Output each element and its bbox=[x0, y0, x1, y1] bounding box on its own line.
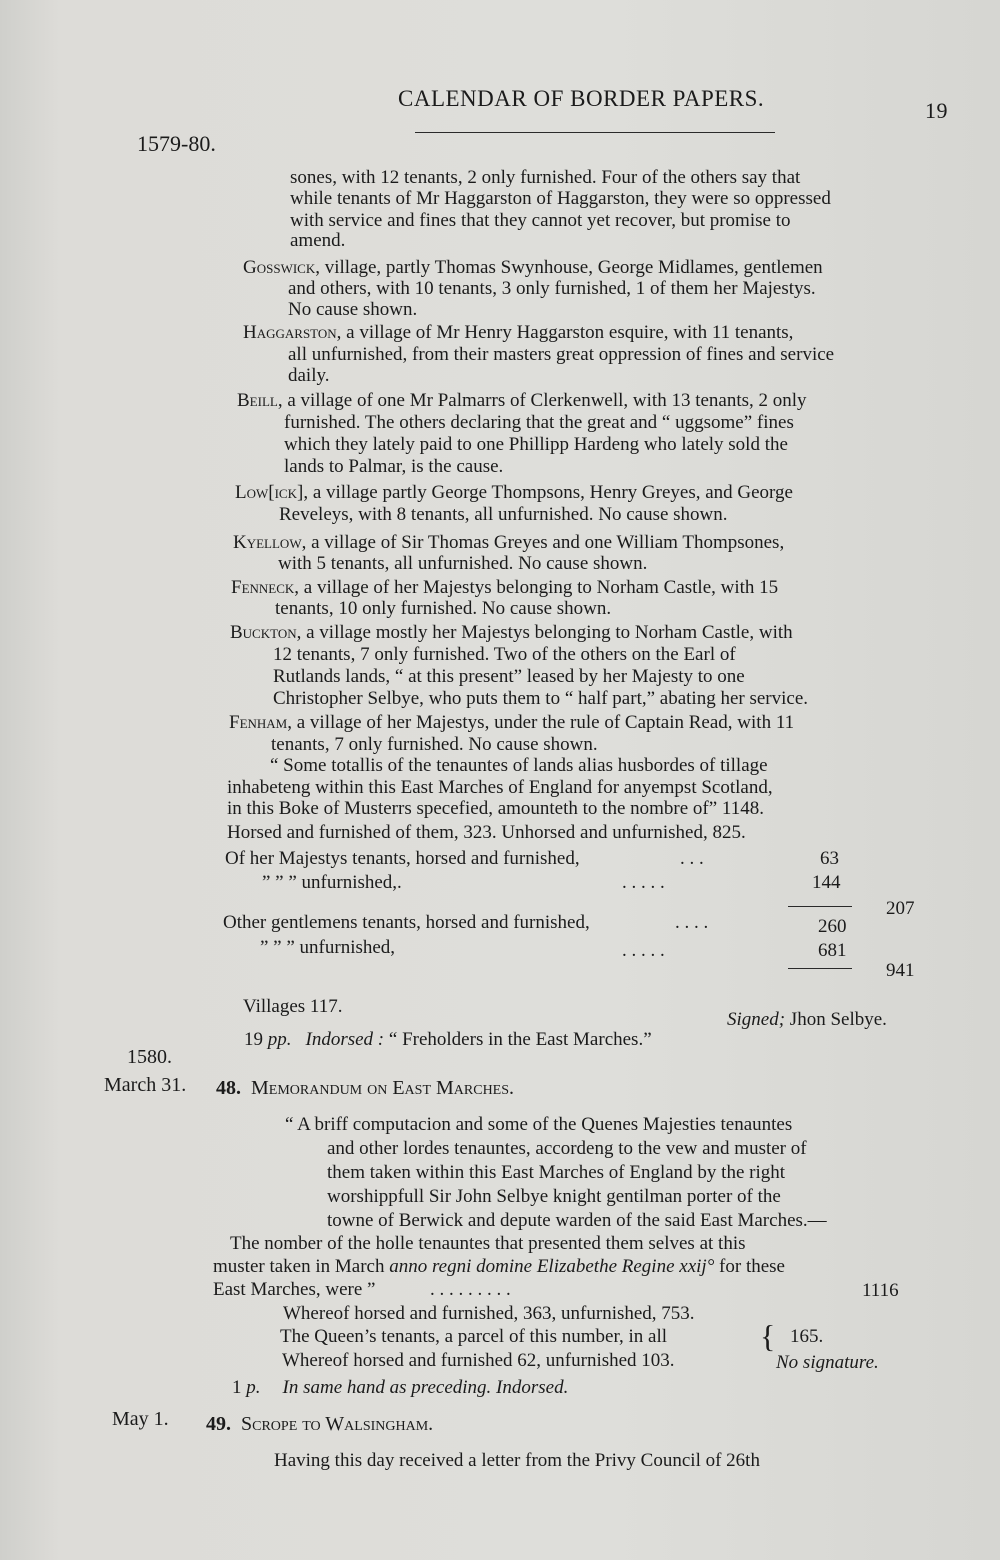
tally-total: 941 bbox=[886, 960, 915, 981]
total-value: 165. bbox=[790, 1326, 824, 1347]
signature bbox=[727, 1009, 887, 1030]
entry-title: Scrope to Walsingham. bbox=[241, 1413, 434, 1435]
entry-number bbox=[216, 1078, 514, 1099]
text-line: , a village of her Majestys belonging to Norham Castle, with 15 bbox=[294, 577, 779, 598]
village-entry-kyellow bbox=[233, 532, 784, 553]
tally-label: Other gentlemens tenants, horsed and furnished, bbox=[223, 912, 590, 933]
text-line: lands to Palmar, is the cause. bbox=[284, 456, 504, 477]
tally-value: 681 bbox=[818, 940, 847, 961]
tally-total: 207 bbox=[886, 898, 915, 919]
signed-label: Signed; bbox=[727, 1009, 786, 1030]
text-line: with 5 tenants, all unfurnished. No cause shown. bbox=[278, 553, 648, 574]
tally-rule bbox=[788, 968, 852, 969]
text-line: daily. bbox=[288, 365, 330, 386]
text-line: inhabeteng within this East Marches of England for anyempst Scotland, bbox=[227, 777, 773, 798]
indorsed-label: Indorsed : bbox=[305, 1029, 385, 1050]
text-line: Rutlands lands, “ at this present” leased by her Majesty to one bbox=[273, 666, 745, 687]
indorsement bbox=[244, 1029, 652, 1050]
header-rule bbox=[415, 132, 775, 133]
page-unit: p. bbox=[241, 1377, 261, 1398]
entry-number bbox=[206, 1414, 433, 1435]
tally-label: ” ” ” unfurnished, bbox=[260, 937, 396, 958]
tally-value: 260 bbox=[818, 916, 847, 937]
tally-dots: . . . . . bbox=[622, 872, 665, 893]
running-title: CALENDAR OF BORDER PAPERS. bbox=[398, 86, 765, 111]
leader-dots: . . . . . . . . . bbox=[430, 1279, 511, 1300]
page-unit: pp. bbox=[263, 1029, 292, 1050]
text-line: The Queen’s tenants, a parcel of this number, in all bbox=[280, 1326, 668, 1347]
text-line bbox=[213, 1256, 785, 1277]
text-line: worshippfull Sir John Selbye knight gentilman porter of the bbox=[327, 1186, 781, 1207]
tally-value: 63 bbox=[820, 848, 839, 869]
village-name: Kyellow bbox=[233, 532, 302, 553]
page-count: 1 bbox=[232, 1377, 242, 1398]
village-entry-fenham bbox=[229, 712, 794, 733]
text-line: them taken within this East Marches of England by the right bbox=[327, 1162, 786, 1183]
village-name: Gosswick bbox=[243, 257, 316, 278]
text-line: , a village of one Mr Palmarrs of Clerkenwell, with 13 tenants, 2 only bbox=[277, 390, 807, 411]
text-line: which they lately paid to one Phillipp Hardeng who lately sold the bbox=[284, 434, 788, 455]
text-line: tenants, 10 only furnished. No cause shown. bbox=[275, 598, 612, 619]
villages-count: Villages 117. bbox=[243, 996, 343, 1017]
margin-year: 1580. bbox=[127, 1046, 172, 1068]
text-line: and others, with 10 tenants, 3 only furnished, 1 of them her Majestys. bbox=[288, 278, 816, 299]
indorsed-text: In same hand as preceding. Indorsed. bbox=[282, 1377, 569, 1398]
text-line: , a village partly George Thompsons, Henry Greyes, and George bbox=[303, 482, 793, 503]
village-entry-fenneck bbox=[231, 577, 778, 598]
brace: { bbox=[760, 1318, 776, 1354]
entry-title: Memorandum on East Marches. bbox=[251, 1077, 515, 1099]
village-name: Beill bbox=[237, 390, 278, 411]
text-line: Christopher Selbye, who puts them to “ half part,” abating her service. bbox=[273, 688, 809, 709]
text-line: tenants, 7 only furnished. No cause shown. bbox=[271, 734, 598, 755]
village-name: Fenham bbox=[229, 712, 288, 733]
village-entry-lowick bbox=[235, 482, 793, 503]
text-line: , a village of Sir Thomas Greyes and one William Thompsones, bbox=[301, 532, 785, 553]
tally-label: Of her Majestys tenants, horsed and furnished, bbox=[225, 848, 580, 869]
text-line: while tenants of Mr Haggarston of Haggarston, they were so oppressed bbox=[290, 188, 831, 209]
entry-date: May 1. bbox=[112, 1408, 169, 1430]
village-name: Low[ick] bbox=[235, 482, 304, 503]
text-line: , village, partly Thomas Swynhouse, George Midlames, gentlemen bbox=[315, 257, 823, 278]
text-line: sones, with 12 tenants, 2 only furnished. Four of the others say that bbox=[290, 167, 801, 188]
page-number: 19 bbox=[925, 98, 948, 123]
village-entry-gosswick bbox=[243, 257, 823, 278]
tally-dots: . . . . bbox=[675, 912, 709, 933]
village-entry-haggarston bbox=[243, 322, 793, 343]
village-entry-beill bbox=[237, 390, 807, 411]
text-line: Reveleys, with 8 tenants, all unfurnished. No cause shown. bbox=[279, 504, 728, 525]
text-line: with service and fines that they cannot yet recover, but promise to bbox=[290, 210, 791, 231]
text-line: 12 tenants, 7 only furnished. Two of the others on the Earl of bbox=[273, 644, 736, 665]
village-name: Fenneck bbox=[231, 577, 295, 598]
text-line: “ A briff computacion and some of the Quenes Majesties tenauntes bbox=[285, 1114, 793, 1135]
entry-date: March 31. bbox=[104, 1074, 187, 1096]
tally-label: ” ” ” unfurnished,. bbox=[262, 872, 402, 893]
tally-rule bbox=[788, 906, 852, 907]
text-span: muster taken in March bbox=[213, 1256, 385, 1277]
text-line: No cause shown. bbox=[288, 299, 418, 320]
text-line: towne of Berwick and depute warden of the said East Marches.— bbox=[327, 1210, 827, 1231]
text-line: , a village mostly her Majestys belonging to Norham Castle, with bbox=[296, 622, 793, 643]
entry-number-value: 48. bbox=[216, 1077, 241, 1099]
text-line: furnished. The others declaring that the great and “ uggsome” fines bbox=[284, 412, 794, 433]
tally-dots: . . . . . bbox=[622, 940, 665, 961]
signed-name: Jhon Selbye. bbox=[785, 1009, 887, 1030]
text-line: Having this day received a letter from the Privy Council of 26th bbox=[274, 1450, 760, 1471]
text-line: and other lordes tenauntes, accordeng to the vew and muster of bbox=[327, 1138, 807, 1159]
text-line: Whereof horsed and furnished, 363, unfurnished, 753. bbox=[283, 1303, 695, 1324]
text-span-italic: anno regni domine Elizabethe Regine xxij° bbox=[389, 1256, 715, 1277]
text-line: amend. bbox=[290, 230, 346, 251]
text-span: for these bbox=[714, 1256, 785, 1277]
text-line: East Marches, were ” bbox=[213, 1279, 376, 1300]
total-value: 1116 bbox=[862, 1280, 899, 1301]
tally-dots: . . . bbox=[680, 848, 704, 869]
indorsed-text: “ Freholders in the East Marches.” bbox=[384, 1029, 652, 1050]
tally-value: 144 bbox=[812, 872, 841, 893]
village-entry-buckton bbox=[230, 622, 793, 643]
text-line: all unfurnished, from their masters great oppression of fines and service bbox=[288, 344, 835, 365]
text-line: , a village of Mr Henry Haggarston esquire, with 11 tenants, bbox=[336, 322, 794, 343]
village-name: Buckton bbox=[230, 622, 297, 643]
page-count: 19 bbox=[244, 1029, 263, 1050]
no-signature: No signature. bbox=[776, 1352, 879, 1373]
entry-number-value: 49. bbox=[206, 1413, 231, 1435]
text-line: Horsed and furnished of them, 323. Unhorsed and unfurnished, 825. bbox=[227, 822, 746, 843]
village-name: Haggarston bbox=[243, 322, 337, 343]
text-line: The nomber of the holle tenauntes that presented them selves at this bbox=[230, 1233, 746, 1254]
text-line: Whereof horsed and furnished 62, unfurnished 103. bbox=[282, 1350, 675, 1371]
indorsement bbox=[232, 1377, 568, 1398]
margin-year: 1579-80. bbox=[137, 131, 216, 156]
text-line: “ Some totallis of the tenauntes of lands alias husbordes of tillage bbox=[270, 755, 768, 776]
text-line: , a village of her Majestys, under the rule of Captain Read, with 11 bbox=[287, 712, 795, 733]
text-line: in this Boke of Musterrs specefied, amounteth to the nombre of” 1148. bbox=[227, 798, 764, 819]
